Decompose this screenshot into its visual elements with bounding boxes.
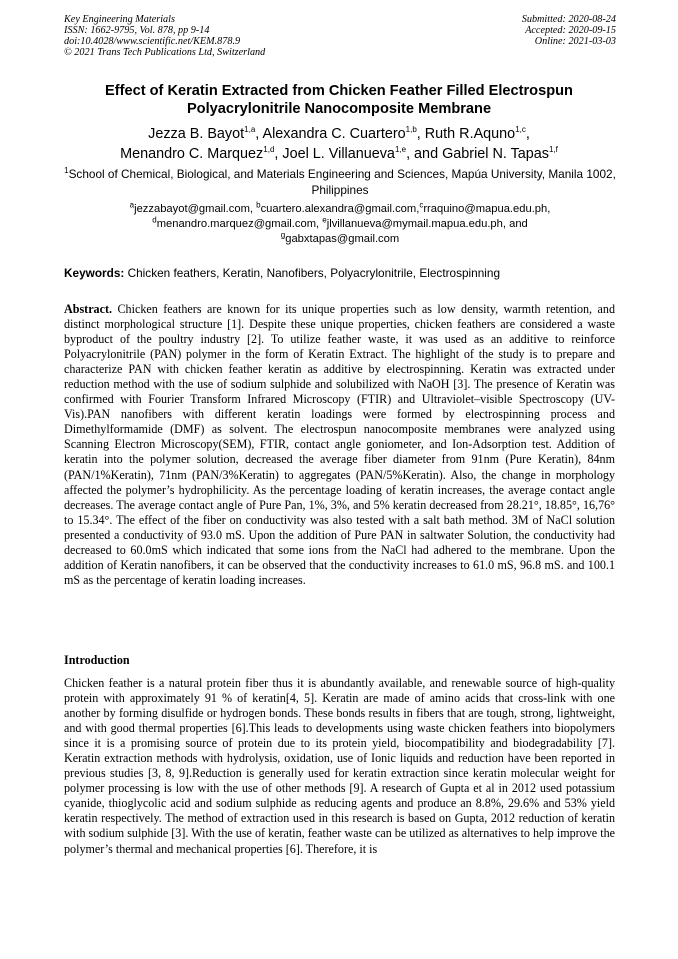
abstract-text: Chicken feathers are known for its unique properties such as low density, warmth retention, and distinct morphological structure [1]. Despite these unique properties, chicken feathers are considered a waste byproduct of the poultry industry [2]. To utilize feather waste, it was used as an additive to reinforce Polyacrylonitrile (PAN) polymer in the form of Keratin Extract. The highlight of the study is to prepare and characterize PAN with chicken feather keratin as additive by electrospinning. Keratin was extracted under reduction method with the use of sodium sulphide and solubilized with NaOH [3]. The presence of Keratin was confirmed with Fourier Transform Infrared Microscopy (FTIR) and Ultraviolet–visible Spectroscopy (UV-Vis).PAN nanofibers with different keratin loadings were formed by electrospinning process and Dimethylformamide (DMF) as solvent. The electrospun nanocomposite membranes were analyzed using Scanning Electron Microscopy(SEM), FTIR, contact angle goniometer, and Ion-Adsorption test. Addition of keratin into the polymer solution, decreased the average fiber diameter from 91nm (Pure Keratin), 84nm (PAN/1%Keratin), 71nm (PAN/3%Keratin) to aggregates (PAN/5%Keratin). Also, the change in morphology affected the polymer’s hydrophilicity. As the percentage loading of keratin increases, the average contact angle decreases. The average contact angle of Pure Pan, 1%, 3%, and 5% keratin decreased from 28.21°, 18.85°, 16,76° to 15.34°. The effect of the fiber on conductivity was also tested with a salt bath method. 3M of NaCl solution presented a conductivity of 93.0 mS. Upon the addition of Pure PAN in saltwater Solution, the conductivity had decreased to 60.0mS which indicated that some ions from the NaCl had adhered to the membrane. Upon the addition of Keratin nanofibers, it can be observed that the conductivity increases to 61.0 mS, 96.8 mS. and 100.1 mS as the percentage of keratin loading increases. <box>64 302 615 587</box>
email-separator: , <box>416 203 420 215</box>
author-separator: , <box>255 126 263 142</box>
author-affiliation-mark: 1,b <box>405 125 417 135</box>
email-mark: a <box>129 200 135 210</box>
author-name: Ruth R.Aquno <box>424 126 516 142</box>
paper-title <box>40 82 638 118</box>
email-line-1 <box>80 202 600 217</box>
affiliation-text: School of Chemical, Biological, and Materials Engineering and Sciences, Mapúa University, Manila 1002, Philippines <box>68 167 616 197</box>
author-name: Gabriel N. Tapas <box>442 146 549 162</box>
email-line-2 <box>80 217 600 232</box>
author-affiliation-mark: 1,c <box>515 125 526 135</box>
email-address[interactable]: rraquino@mapua.edu.ph <box>423 203 548 215</box>
online-date: Online: 2021-03-03 <box>534 36 616 47</box>
email-mark: e <box>322 215 327 225</box>
email-address[interactable]: jlvillanueva@mymail.mapua.edu.ph <box>326 218 503 230</box>
journal-name: Key Engineering Materials <box>64 14 175 25</box>
author-affiliation-mark: 1,e <box>394 145 407 155</box>
author-separator: , <box>274 146 283 162</box>
copyright: © 2021 Trans Tech Publications Ltd, Switzerland <box>64 47 266 58</box>
author-name: Joel L. Villanueva <box>282 146 395 162</box>
author-line-2 <box>40 144 638 164</box>
keywords-label: Keywords: <box>64 266 125 280</box>
keywords-text: Chicken feathers, Keratin, Nanofibers, Polyacrylonitrile, Electrospinning <box>124 266 501 280</box>
issn-volume: ISSN: 1662-9795, Vol. 878, pp 9-14 <box>64 25 210 36</box>
affiliation-mark: 1 <box>64 166 69 176</box>
email-separator: , <box>249 203 257 215</box>
email-separator: , and <box>502 218 528 230</box>
email-separator: , <box>316 218 323 230</box>
author-affiliation-mark: 1,a <box>244 125 256 135</box>
title-line-2: Polyacrylonitrile Nanocomposite Membrane <box>186 101 492 117</box>
email-address[interactable]: menandro.marquez@gmail.com <box>156 218 317 230</box>
author-name: Alexandra C. Cuartero <box>262 126 406 142</box>
email-separator: , <box>547 203 551 215</box>
email-address[interactable]: cuartero.alexandra@gmail.com <box>260 203 417 215</box>
submitted-date: Submitted: 2020-08-24 <box>521 14 616 25</box>
email-address[interactable]: jezzabayot@gmail.com <box>134 203 250 215</box>
affiliation <box>60 166 620 198</box>
author-separator: , <box>416 126 425 142</box>
introduction-text: Chicken feather is a natural protein fiber thus it is abundantly available, and renewable source of high-quality protein with approximately 91 % of keratin[4, 5]. Keratin are made of amino acids that cross-link with one another by forming disulfide or hydrogen bonds. These bonds results in fibers that are tough, strong, lightweight, and with good thermal properties [6].This leads to developments using waste chicken feathers into biopolymers since it is a promising source of protein due to its protein yield, biocompatibility and biodegradability [7]. Keratin extraction methods with hydrolysis, oxidation, use of Ionic liquids and reduction have been reported in previous studies [3, 8, 9].Reduction is generally used for keratin extraction since keratin molecular weight for polymer processing is low with the use of other methods [9]. A research of Gupta et al in 2012 used potassium cyanide, thioglycolic acid and sodium sulphide as reducing agents and produce an 8.8%, 29.6% and 53% yield keratin respectively. The method of extraction used in this research is based on Gupta, 2012 reduction of keratin with sodium sulphide [3]. With the use of keratin, feather waste can be utilized as alternatives to help improve the polymer’s thermal and mechanical properties [6]. Therefore, it is <box>64 676 615 856</box>
email-line-3 <box>80 232 600 247</box>
email-address[interactable]: gabxtapas@gmail.com <box>285 233 400 245</box>
email-mark: b <box>256 200 261 210</box>
title-line-1: Effect of Keratin Extracted from Chicken Feather Filled Electrospun <box>105 83 573 99</box>
author-affiliation-mark: 1,f <box>549 145 558 155</box>
journal-info <box>64 14 265 58</box>
abstract <box>64 302 615 588</box>
abstract-label: Abstract. <box>64 302 113 316</box>
author-name: Jezza B. Bayot <box>148 126 245 142</box>
author-line-1 <box>40 124 638 144</box>
author-separator: , and <box>406 146 443 162</box>
doi: doi:10.4028/www.scientific.net/KEM.878.9 <box>64 36 241 47</box>
submission-dates <box>522 14 616 47</box>
section-heading-introduction: Introduction <box>64 653 130 667</box>
email-mark: g <box>280 230 286 240</box>
email-mark: c <box>419 200 424 210</box>
email-list <box>80 202 600 247</box>
author-affiliation-mark: 1,d <box>263 145 275 155</box>
email-mark: d <box>152 215 157 225</box>
accepted-date: Accepted: 2020-09-15 <box>525 25 616 36</box>
author-list <box>40 124 638 164</box>
author-name: Menandro C. Marquez <box>120 146 264 162</box>
author-separator: , <box>525 126 530 142</box>
keywords <box>64 266 624 281</box>
